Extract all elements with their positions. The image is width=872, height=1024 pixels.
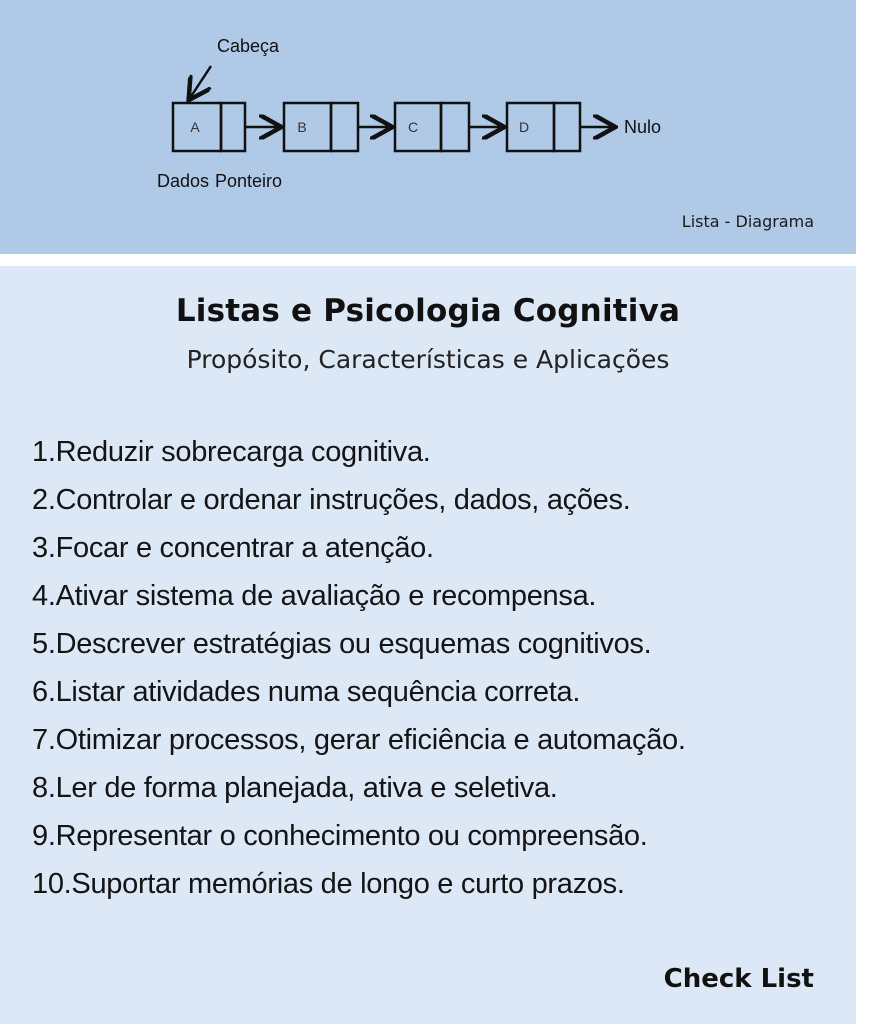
diagram-caption: Lista - Diagrama <box>681 212 814 231</box>
page-subtitle: Propósito, Características e Aplicações <box>186 345 670 374</box>
null-label: Nulo <box>624 117 662 137</box>
diagram-panel <box>0 0 856 254</box>
list-item: 10.Suportar memórias de longo e curto prazos. <box>32 868 625 900</box>
node-pointer-cell-d <box>554 103 580 151</box>
data-label: Dados <box>157 171 210 191</box>
node-pointer-cell-b <box>331 103 358 151</box>
list-item: 3.Focar e concentrar a atenção. <box>32 532 434 564</box>
list-item: 2.Controlar e ordenar instruções, dados, ações. <box>32 484 631 516</box>
list-item: 6.Listar atividades numa sequência correta. <box>32 676 581 708</box>
head-label: Cabeça <box>216 36 280 56</box>
list-item: 9.Representar o conhecimento ou compreensão. <box>32 820 648 852</box>
node-data-cell-d <box>507 103 554 151</box>
node-label-d: D <box>518 119 530 135</box>
node-pointer-cell-c <box>441 103 469 151</box>
node-label-c: C <box>407 119 419 135</box>
list-item: 8.Ler de forma planejada, ativa e seletiva. <box>32 772 558 804</box>
head-arrow <box>190 66 211 98</box>
list-item: 7.Otimizar processos, gerar eficiência e automação. <box>32 724 686 756</box>
checklist-items <box>32 428 852 908</box>
page-title: Listas e Psicologia Cognitiva <box>175 293 681 329</box>
check-list-label: Check List <box>663 964 814 994</box>
pointer-label: Ponteiro <box>215 171 283 191</box>
list-item: 1.Reduzir sobrecarga cognitiva. <box>32 436 431 468</box>
list-item: 5.Descrever estratégias ou esquemas cognitivos. <box>32 628 652 660</box>
node-pointer-cell-a <box>221 103 245 151</box>
node-label-b: B <box>297 119 307 135</box>
node-label-a: A <box>190 119 200 135</box>
node-data-cell-b <box>284 103 331 151</box>
list-item: 4.Ativar sistema de avaliação e recompensa. <box>32 580 597 612</box>
